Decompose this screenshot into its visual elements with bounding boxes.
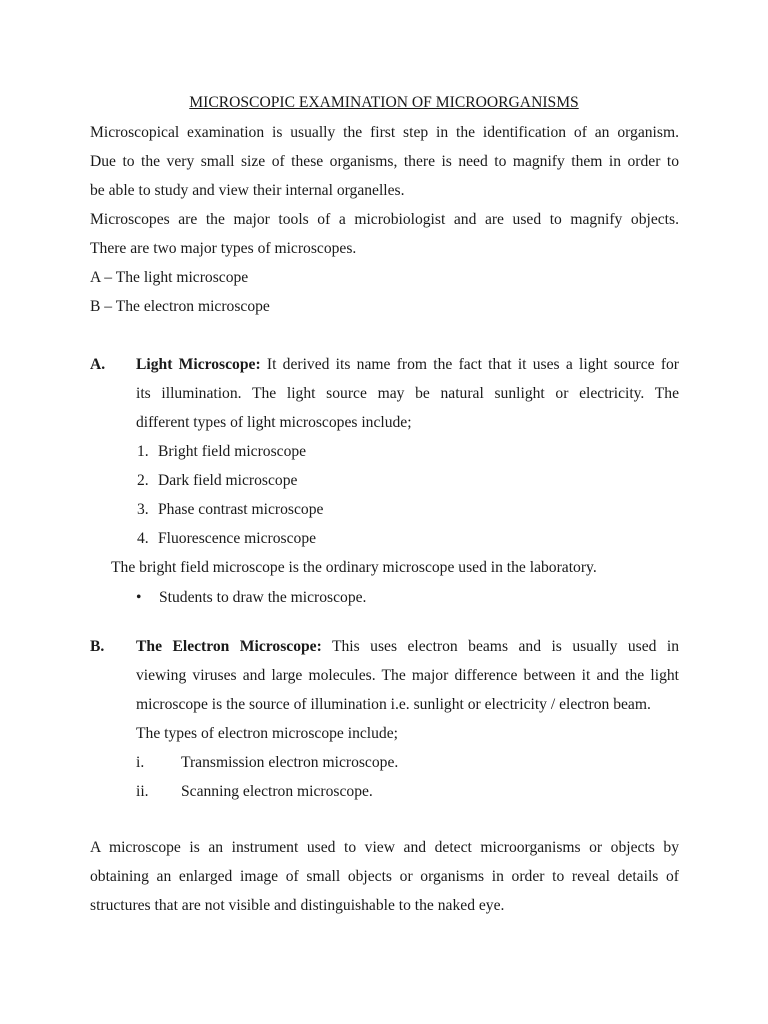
list-item: Fluorescence microscope (158, 530, 317, 547)
intro-line: There are two major types of microscopes. (90, 240, 357, 257)
closing-line: A microscope is an instrument used to view and detect microorganisms or objects by (90, 839, 679, 856)
section-a-first-line (136, 355, 679, 375)
section-a-text: It derived its name from the fact that it uses a light source for (260, 356, 680, 373)
section-b-line: viewing viruses and large molecules. The major difference between it and the light (136, 667, 679, 684)
section-a-heading: Light Microscope: (136, 356, 261, 373)
list-number: i. (136, 754, 145, 771)
list-item: Bright field microscope (158, 443, 307, 460)
bullet-icon: • (136, 589, 142, 606)
section-b-heading: The Electron Microscope: (136, 638, 322, 655)
intro-line: be able to study and view their internal organelles. (90, 182, 405, 199)
list-item: Scanning electron microscope. (181, 783, 373, 800)
section-a-note: The bright field microscope is the ordinary microscope used in the laboratory. (111, 559, 597, 576)
intro-line: Microscopical examination is usually the first step in the identification of an organism. (90, 124, 679, 141)
list-item: Dark field microscope (158, 472, 298, 489)
list-number: 2. (137, 472, 149, 489)
document-title: MICROSCOPIC EXAMINATION OF MICROORGANISMS (189, 94, 579, 111)
closing-line: obtaining an enlarged image of small objects or organisms in order to reveal details of (90, 868, 679, 885)
section-b-line: microscope is the source of illumination i.e. sunlight or electricity / electron beam. (136, 696, 651, 713)
type-b-line: B – The electron microscope (90, 298, 270, 315)
section-b-letter: B. (90, 638, 105, 655)
list-number: 3. (137, 501, 149, 518)
list-number: ii. (136, 783, 149, 800)
section-b-line: The types of electron microscope include; (136, 725, 398, 742)
list-item: Transmission electron microscope. (181, 754, 399, 771)
section-b-first-line (136, 637, 679, 657)
list-item: Phase contrast microscope (158, 501, 324, 518)
section-b-text: This uses electron beams and is usually used in (321, 638, 680, 655)
section-a-line: its illumination. The light source may be natural sunlight or electricity. The (136, 385, 679, 402)
intro-line: Microscopes are the major tools of a microbiologist and are used to magnify objects. (90, 211, 679, 228)
intro-line: Due to the very small size of these organisms, there is need to magnify them in order to (90, 153, 679, 170)
list-number: 4. (137, 530, 149, 547)
list-number: 1. (137, 443, 149, 460)
bullet-item: Students to draw the microscope. (159, 589, 367, 606)
section-a-line: different types of light microscopes include; (136, 414, 412, 431)
type-a-line: A – The light microscope (90, 269, 249, 286)
section-a-letter: A. (90, 356, 106, 373)
closing-line: structures that are not visible and distinguishable to the naked eye. (90, 897, 505, 914)
